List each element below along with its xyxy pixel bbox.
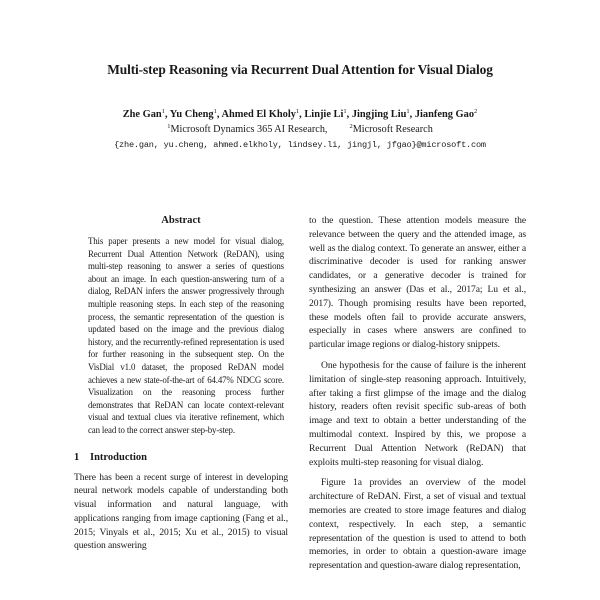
section-heading-introduction [74, 451, 288, 465]
author-emails: {zhe.gan, yu.cheng, ahmed.elkholy, lindsey.li, jingjl, jfgao}@microsoft.com [114, 140, 486, 150]
author: Ahmed El Kholy$^1$, [221, 108, 305, 120]
abstract-text: This paper presents a new model for visual dialog, Recurrent Dual Attention Network (ReDAN), using multi-step reasoning to answer a series of questions about an image. In each question-answering turn of a dialog, ReDAN infers the answer progressively through multiple reasoning steps. In each step of the reasoning process, the semantic representation of the question is updated based on the image and the previous dialog history, and the recurrently-refined representation is used for further reasoning in the subsequent step. On the VisDial v1.0 dataset, the proposed ReDAN model achieves a new state-of-the-art of 64.47% NDCG score. Visualization on the reasoning process further demonstrates that ReDAN can locate context-relevant visual and textual clues via iterative refinement, which can lead to the correct answer step-by-step. [88, 236, 284, 435]
author-list [0, 108, 600, 120]
body-paragraph: to the question. These attention models measure the relevance between the query and the attended image, as well as the dialog context. To generate an answer, either a discriminative decoder is used for ranking answer candidates, or a generative decoder is trained for synthesizing an answer (Das et al., 2017a; Lu et al., 2017). Though promising results have been reported, these models often fail to provide accurate answers, especially in cases where answers are confined to particular image regions or dialog-history snippets. [309, 215, 526, 351]
author: Jianfeng Gao$^2$ [414, 108, 478, 120]
author: Jingjing Liu$^1$, [351, 108, 415, 120]
section-number: 1 [74, 451, 80, 463]
intro-paragraph: There has been a recent surge of interest in developing neural network models capable of understanding both visual information and natural language, with applications ranging from image captioning (Fang et al., 2015; Vinyals et al., 2015; Xu et al., 2015) to visual question answering [74, 471, 288, 552]
affiliation: $^1$Microsoft Dynamics 365 AI Research, [167, 123, 328, 135]
affiliations [0, 123, 600, 135]
abstract-heading: Abstract [161, 215, 201, 226]
section-title: Introduction [90, 451, 147, 463]
author: Zhe Gan$^1$, [122, 108, 170, 120]
left-column [74, 214, 288, 553]
right-column [309, 214, 526, 573]
affiliation: $^2$Microsoft Research [349, 123, 433, 135]
body-paragraph: Figure 1a provides an overview of the model architecture of ReDAN. First, a set of visual and textual memories are created to store image features and dialog context, respectively. In each step, a semantic representation of the question is used to attend to both memories, in order to obtain a question-aware image representation and question-aware dialog representation, [309, 477, 526, 572]
body-paragraph: One hypothesis for the cause of failure is the inherent limitation of single-step reasoning approach. Intuitively, after taking a first glimpse of the image and the dialog history, readers often revisit specific sub-areas of both image and text to obtain a better understanding of the multimodal context. Inspired by this, we propose a Recurrent Dual Attention Network (ReDAN) that exploits multi-step reasoning for visual dialog. [309, 359, 526, 468]
paper-title: Multi-step Reasoning via Recurrent Dual Attention for Visual Dialog [107, 62, 493, 77]
author: Linjie Li$^1$, [304, 108, 352, 120]
author: Yu Cheng$^1$, [169, 108, 222, 120]
